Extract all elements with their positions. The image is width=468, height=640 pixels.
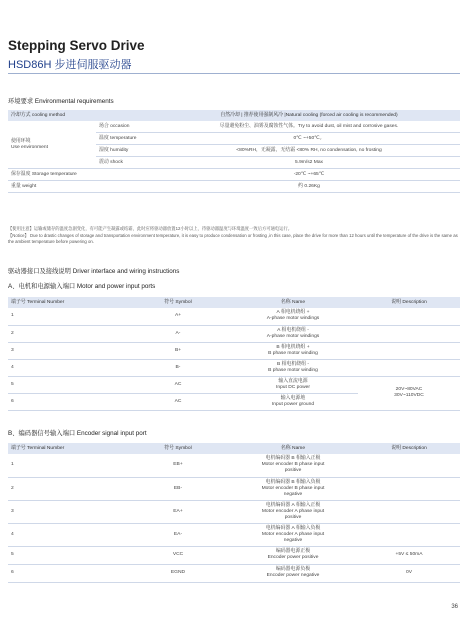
col-terminal-number: 端子号 Terminal Number: [8, 443, 128, 454]
terminal-symbol: EGND: [128, 564, 228, 582]
terminal-symbol: AC: [128, 393, 228, 410]
col-name: 名称 Name: [228, 297, 358, 308]
cooling-value: 自然冷却 | 推荐使用强制风冷 |Natural cooling (forced air cooling is recommended): [158, 110, 460, 121]
terminal-number: 2: [8, 477, 128, 500]
terminal-number: 1: [8, 454, 128, 477]
env-value: 5.9m/s2 Max: [158, 157, 460, 169]
env-label: 震动 shock: [96, 157, 158, 169]
table-row: [8, 564, 460, 582]
col-description: 说明 Description: [358, 297, 460, 308]
table-row: [8, 376, 460, 393]
terminal-number: 2: [8, 325, 128, 342]
terminal-number: 4: [8, 359, 128, 376]
env-value: 尽量避免粉尘、油雾及腐蚀性气体。Try to avoid dust, oil mist and corrosive gases.: [158, 121, 460, 133]
terminal-symbol: B-: [128, 359, 228, 376]
terminal-name: 编码器电源正极 Encoder power positive: [228, 546, 358, 564]
terminal-number: 5: [8, 376, 128, 393]
env-row-storage: [8, 169, 460, 181]
use-environment-label: 使用环境 Use environment: [8, 121, 96, 169]
env-row-occasion: [8, 121, 460, 133]
terminal-number: 3: [8, 500, 128, 523]
terminal-description: [358, 523, 460, 546]
terminal-symbol: EA+: [128, 500, 228, 523]
terminal-description: [358, 477, 460, 500]
env-label: 温度 temperature: [96, 133, 158, 145]
environment-heading: 环境要求 Environmental requirements: [8, 98, 114, 105]
table-row: [8, 500, 460, 523]
table-row: [8, 325, 460, 342]
terminal-name: B 相电机绕组 - B phase motor winding: [228, 359, 358, 376]
table-row: [8, 454, 460, 477]
terminal-name: A 相电机绕组 + A-phase motor windings: [228, 308, 358, 325]
table-row: [8, 523, 460, 546]
terminal-name: A 相电机绕组 - A-phase motor windings: [228, 325, 358, 342]
motor-table-header: [8, 297, 460, 308]
terminal-name: 电机编码器 A 相输入正极 Motor encoder A phase input positive: [228, 500, 358, 523]
col-terminal-number: 端子号 Terminal Number: [8, 297, 128, 308]
terminal-name: 输入直流电源 Input DC power: [228, 376, 358, 393]
table-row: [8, 308, 460, 325]
terminal-description: [358, 454, 460, 477]
terminal-description: 0V: [358, 564, 460, 582]
env-row-weight: [8, 181, 460, 193]
terminal-name: 电机编码器 A 相输入负极 Motor encoder A phase input negative: [228, 523, 358, 546]
terminal-name: 电机编码器 B 相输入正极 Motor encoder B phase input positive: [228, 454, 358, 477]
title-divider: [8, 73, 460, 74]
terminal-symbol: A-: [128, 325, 228, 342]
terminal-symbol: A+: [128, 308, 228, 325]
terminal-number: 3: [8, 342, 128, 359]
terminal-number: 6: [8, 564, 128, 582]
terminal-name: 输入电源地 Input power ground: [228, 393, 358, 410]
page-number: 36: [451, 604, 458, 610]
col-symbol: 符号 Symbol: [128, 443, 228, 454]
terminal-symbol: AC: [128, 376, 228, 393]
encoder-port-table: [8, 443, 460, 583]
col-symbol: 符号 Symbol: [128, 297, 228, 308]
terminal-name: 编码器电源负极 Encoder power negative: [228, 564, 358, 582]
terminal-symbol: B+: [128, 342, 228, 359]
terminal-description: +5V ≤ 50mA: [358, 546, 460, 564]
storage-value: -20℃ ~+65℃: [158, 169, 460, 181]
table-row: [8, 342, 460, 359]
terminal-symbol: EA-: [128, 523, 228, 546]
motor-ports-table: [8, 297, 460, 411]
terminal-number: 1: [8, 308, 128, 325]
weight-label: 重量 weight: [8, 181, 158, 193]
cooling-label: 冷却方式 cooling method: [8, 110, 96, 121]
terminal-description: [358, 500, 460, 523]
document-subtitle: HSD86H 步进伺服驱动器: [8, 59, 132, 71]
notice-chinese: 【使用注意】运输或储存的温度急剧变化，有可能产生凝露或结霜，此时应将驱动器放置12小时以上，待驱动器温度与环境温度一致后方可通电运行。: [8, 226, 293, 231]
col-description: 说明 Description: [358, 443, 460, 454]
env-label: 场合 occasion: [96, 121, 158, 133]
encoder-port-heading: B、编码器信号输入端口 Encoder signal input port: [8, 430, 147, 437]
env-label: 湿度 humidity: [96, 145, 158, 157]
col-name: 名称 Name: [228, 443, 358, 454]
motor-ports-heading: A、电机和电源输入端口 Motor and power input ports: [8, 283, 156, 290]
power-description: 20V~80VAC 30V~110VDC: [358, 376, 460, 410]
terminal-symbol: VCC: [128, 546, 228, 564]
terminal-name: B 相电机绕组 + B phase motor winding: [228, 342, 358, 359]
document-title: Stepping Servo Drive: [8, 38, 145, 53]
weight-value: 约 0.26Kg: [158, 181, 460, 193]
terminal-symbol: EB-: [128, 477, 228, 500]
table-row: [8, 477, 460, 500]
terminal-number: 5: [8, 546, 128, 564]
terminal-symbol: EB+: [128, 454, 228, 477]
terminal-number: 6: [8, 393, 128, 410]
notice-english: 【Notice】 Due to drastic changes of storage and transportation environment temperature, it is easy to produce condensation or frosting ,in this case, place the drive for more than 12 hours until the temperature of the drive is the same as the ambient temperature before powering on.: [8, 233, 458, 244]
environment-table: [8, 110, 460, 193]
storage-label: 保存温度 Storage temperature: [8, 169, 158, 181]
interface-heading: 驱动器接口及接线说明 Driver interface and wiring instructions: [8, 268, 180, 275]
environment-header-row: [8, 110, 460, 121]
env-value: 0℃ ~+50℃。: [158, 133, 460, 145]
encoder-table-header: [8, 443, 460, 454]
table-row: [8, 546, 460, 564]
terminal-number: 4: [8, 523, 128, 546]
terminal-name: 电机编码器 B 相输入负极 Motor encoder B phase input negative: [228, 477, 358, 500]
table-row: [8, 359, 460, 376]
env-value: <80%RH，无凝露，无结霜 <80% RH, no condensation, no frosting: [158, 145, 460, 157]
